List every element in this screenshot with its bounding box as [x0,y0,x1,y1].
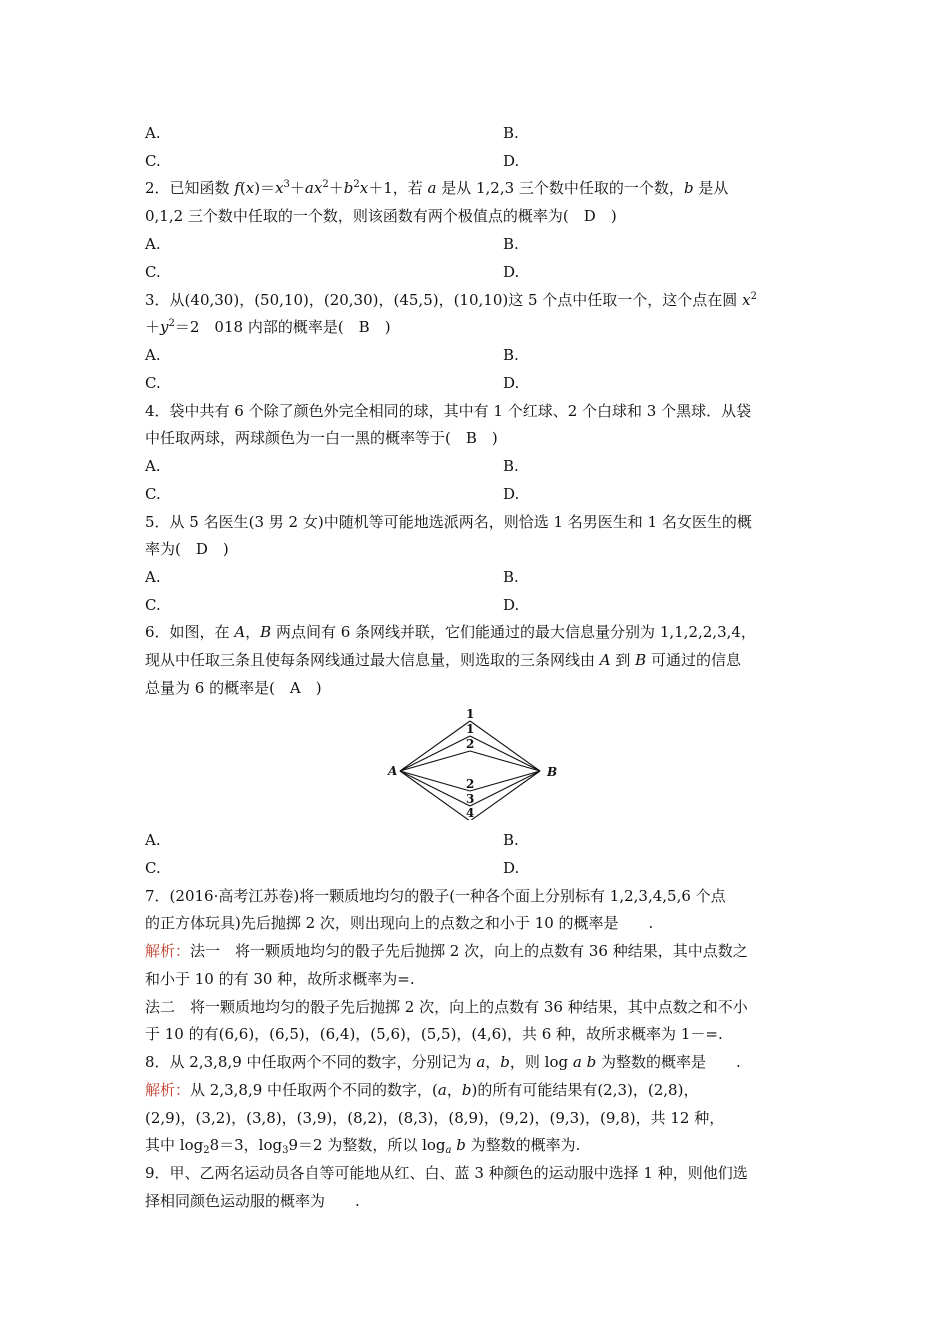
q8-solution-line3: 其中 $\log_28=3$，$\log_39=2$ 为整数，所以 $\log_a b$ 为整数的概率为. [145,1136,581,1156]
network-diagram [380,705,580,820]
q2-stem-line2: 0,1,2 三个数中任取的一个数，则该函数有两个极值点的概率为( D ) [145,207,617,225]
q4-stem-line1: 4．袋中共有 6 个除了颜色外完全相同的球，其中有 1 个红球、2 个白球和 3 个黑球．从袋 [145,402,752,420]
q1-option-a: A. [145,124,161,142]
q5-option-d: D. [503,596,520,614]
q2-option-d: D. [503,263,520,281]
q4-stem-line2: 中任取两球，两球颜色为一白一黑的概率等于( B ) [145,429,498,447]
q7-solution-line1: 解析：法一 将一颗质地均匀的骰子先后抛掷 2 次，向上的点数有 36 种结果，其中点数之 [145,942,748,960]
q8-stem-line1: 8．从 2,3,8,9 中任取两个不同的数字，分别记为 a，b，则 log a b 为整数的概率是 . [145,1053,741,1071]
q2-stem-line1: 2．已知函数 $f(x)=x^3+ax^2+b^2x+1$，若 a 是从 1,2,3 三个数中任取的一个数，b 是从 [145,179,729,197]
q3-stem-line1: 3．从(40,30)，(50,10)，(20,30)，(45,5)，(10,10)这 5 个点中任取一个，这个点在圆 $x^2$ [145,291,757,309]
diagram-edge-label: 1 [466,722,475,736]
solution-label: 解析： [145,1081,191,1099]
q7-solution-line2: 和小于 10 的有 30 种，故所求概率为=. [145,970,415,988]
q2-option-a: A. [145,235,161,253]
q7-solution-line4: 于 10 的有(6,6)，(6,5)，(6,4)，(5,6)，(5,5)，(4,6)，共 6 种，故所求概率为 1－=. [145,1025,723,1043]
diagram-edge-label: 4 [466,806,475,820]
q4-option-c: C. [145,485,161,503]
q8-solution-line2: (2,9)，(3,2)，(3,8)，(3,9)，(8,2)，(8,3)，(8,9)，(9,2)，(9,3)，(9,8)，共 12 种， [145,1109,725,1127]
q3-stem-line2: $+y^2=2$ 018 内部的概率是( B ) [145,318,391,336]
q5-option-c: C. [145,596,161,614]
q1-option-c: C. [145,152,161,170]
q3-option-b: B. [503,346,519,364]
q1-option-b: B. [503,124,519,142]
q2-option-c: C. [145,263,161,281]
q6-option-a: A. [145,831,161,849]
q8-solution-line1: 解析：从 2,3,8,9 中任取两个不同的数字，(a，b)的所有可能结果有(2,3)，(2,8)， [145,1081,699,1099]
q6-stem-line2: 现从中任取三条且使每条网线通过最大信息量，则选取的三条网线由 A 到 B 可通过的信息 [145,651,741,669]
diagram-edge-label: 2 [466,737,475,751]
diagram-edge-label: 2 [466,777,475,791]
diagram-label-b: B [547,765,558,779]
q3-option-c: C. [145,374,161,392]
diagram-label-a: A [388,764,398,778]
q6-option-c: C. [145,859,161,877]
q5-stem-line2: 率为( D ) [145,540,229,558]
q6-stem-line1: 6．如图，在 A，B 两点间有 6 条网线并联，它们能通过的最大信息量分别为 1,1,2,2,3,4， [145,623,756,641]
q3-option-d: D. [503,374,520,392]
q2-option-b: B. [503,235,519,253]
q3-option-a: A. [145,346,161,364]
diagram-edge-label: 3 [466,792,475,806]
q7-stem-line2: 的正方体玩具)先后抛掷 2 次，则出现向上的点数之和小于 10 的概率是 . [145,914,654,932]
diagram-edge-label: 1 [466,707,475,721]
q6-option-d: D. [503,859,520,877]
q7-solution-line3: 法二 将一颗质地均匀的骰子先后抛掷 2 次，向上的点数有 36 种结果，其中点数之和不小 [145,998,748,1016]
q6-stem-line3: 总量为 6 的概率是( A ) [145,679,322,697]
q4-option-b: B. [503,457,519,475]
q5-option-b: B. [503,568,519,586]
q1-option-d: D. [503,152,520,170]
q5-option-a: A. [145,568,161,586]
q4-option-d: D. [503,485,520,503]
q4-option-a: A. [145,457,161,475]
q9-stem-line2: 择相同颜色运动服的概率为 . [145,1192,360,1210]
solution-label: 解析： [145,942,191,960]
q5-stem-line1: 5．从 5 名医生(3 男 2 女)中随机等可能地选派两名，则恰选 1 名男医生和 1 名女医生的概 [145,513,752,531]
q6-option-b: B. [503,831,519,849]
q7-stem-line1: 7．(2016·高考江苏卷)将一颗质地均匀的骰子(一种各个面上分别标有 1,2,3,4,5,6 个点 [145,887,726,905]
q9-stem-line1: 9．甲、乙两名运动员各自等可能地从红、白、蓝 3 种颜色的运动服中选择 1 种，则他们选 [145,1164,748,1182]
